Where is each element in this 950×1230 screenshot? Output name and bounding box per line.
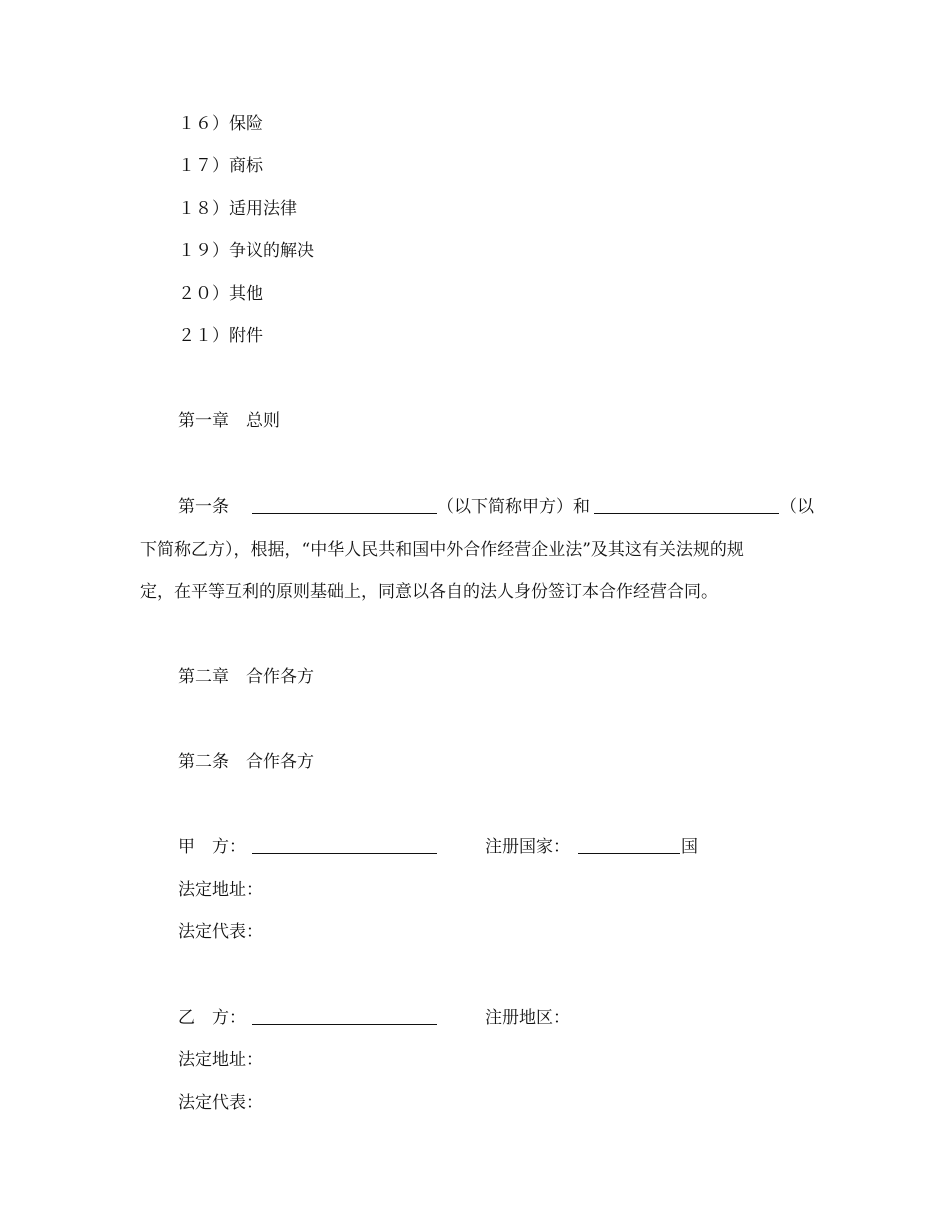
party-b-label: 乙 方： [178, 1008, 246, 1028]
party-a-rep-label: 法定代表： [178, 922, 263, 942]
article-1-line-2: 下简称乙方），根据，“中华人民共和国中外合作经营企业法”及其这有关法规的规 [140, 540, 744, 560]
chapter-1-title: 第一章 总则 [178, 411, 280, 431]
article-2-title: 第二条 合作各方 [178, 752, 314, 772]
chapter-2-title: 第二章 合作各方 [178, 667, 314, 687]
article-1-line-3: 定，在平等互利的原则基础上，同意以各自的法人身份签订本合作经营合同。 [140, 582, 718, 602]
article-1-label: 第一条 [178, 497, 229, 517]
party-b-rep-label: 法定代表： [178, 1093, 263, 1113]
toc-item-20: ２０）其他 [178, 284, 263, 304]
toc-item-17: １７）商标 [178, 156, 263, 176]
toc-item-16: １６）保险 [178, 114, 263, 134]
party-a-name-blank[interactable] [252, 497, 437, 514]
toc-item-21: ２１）附件 [178, 326, 263, 346]
party-a-country-field[interactable] [578, 837, 680, 854]
party-a-label: 甲 方： [178, 837, 246, 857]
party-a-field[interactable] [252, 837, 437, 854]
article-1-end-text: （以 [780, 497, 814, 517]
party-b-region-label: 注册地区： [485, 1008, 570, 1028]
party-a-address-label: 法定地址： [178, 880, 263, 900]
party-b-address-label: 法定地址： [178, 1050, 263, 1070]
party-a-country-suffix: 国 [681, 837, 698, 857]
article-1-mid-text: （以下简称甲方）和 [437, 497, 590, 517]
party-b-name-blank[interactable] [594, 497, 779, 514]
toc-item-19: １９）争议的解决 [178, 241, 314, 261]
party-a-country-label: 注册国家： [485, 837, 570, 857]
party-b-field[interactable] [252, 1008, 437, 1025]
toc-item-18: １８）适用法律 [178, 199, 297, 219]
